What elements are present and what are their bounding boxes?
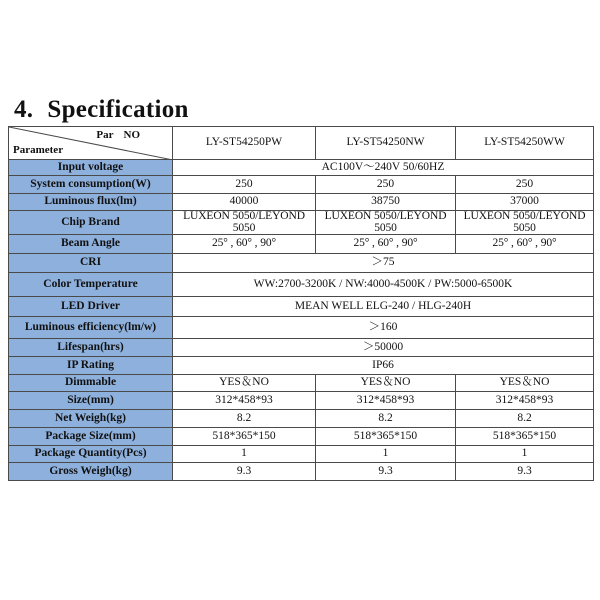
parameter-label: Size(mm) <box>9 392 173 410</box>
value-cell: 25° , 60° , 90° <box>456 235 594 254</box>
value-cell: 37000 <box>456 194 594 211</box>
parameter-label: Package Size(mm) <box>9 428 173 446</box>
table-row <box>9 410 594 428</box>
corner-par-text: Par <box>96 129 114 141</box>
table-row <box>9 211 594 235</box>
value-cell-merged: WW:2700-3200K / NW:4000-4500K / PW:5000-6500K <box>173 273 594 297</box>
section-heading <box>14 96 189 124</box>
parameter-label: Beam Angle <box>9 235 173 254</box>
corner-top-label <box>86 130 140 141</box>
parameter-label: Luminous flux(lm) <box>9 194 173 211</box>
value-cell: 250 <box>316 176 456 194</box>
model-header-nw: LY-ST54250NW <box>316 127 456 160</box>
value-cell: YES＆NO <box>456 375 594 392</box>
parameter-label: Color Temperature <box>9 273 173 297</box>
model-header-pw: LY-ST54250PW <box>173 127 316 160</box>
value-cell-merged: ＞75 <box>173 254 594 273</box>
value-cell: 25° , 60° , 90° <box>316 235 456 254</box>
value-cell: 9.3 <box>456 463 594 481</box>
table-row <box>9 339 594 357</box>
value-cell: 40000 <box>173 194 316 211</box>
value-cell: 8.2 <box>316 410 456 428</box>
corner-parameter-label: Parameter <box>13 144 64 156</box>
value-cell: LUXEON 5050/LEYOND 5050 <box>173 211 316 235</box>
value-cell: 1 <box>316 446 456 463</box>
table-row <box>9 194 594 211</box>
table-row <box>9 375 594 392</box>
value-cell: 312*458*93 <box>456 392 594 410</box>
model-header-ww: LY-ST54250WW <box>456 127 594 160</box>
value-cell: 9.3 <box>316 463 456 481</box>
table-row <box>9 428 594 446</box>
table-row <box>9 160 594 176</box>
table-row <box>9 463 594 481</box>
parameter-label: Lifespan(hrs) <box>9 339 173 357</box>
value-cell: 312*458*93 <box>316 392 456 410</box>
value-cell: 518*365*150 <box>173 428 316 446</box>
value-cell: 518*365*150 <box>456 428 594 446</box>
table-row <box>9 446 594 463</box>
value-cell: 518*365*150 <box>316 428 456 446</box>
value-cell: 1 <box>456 446 594 463</box>
parameter-label: Luminous efficiency(lm/w) <box>9 317 173 339</box>
value-cell: 250 <box>173 176 316 194</box>
value-cell: 250 <box>456 176 594 194</box>
parameter-label: Net Weigh(kg) <box>9 410 173 428</box>
value-cell: 8.2 <box>173 410 316 428</box>
parameter-label: CRI <box>9 254 173 273</box>
value-cell-merged: ＞160 <box>173 317 594 339</box>
parameter-label: Package Quantity(Pcs) <box>9 446 173 463</box>
value-cell: LUXEON 5050/LEYOND 5050 <box>456 211 594 235</box>
table-row <box>9 176 594 194</box>
table-row <box>9 317 594 339</box>
table-row <box>9 357 594 375</box>
value-cell: 9.3 <box>173 463 316 481</box>
value-cell-merged: IP66 <box>173 357 594 375</box>
value-cell-merged: MEAN WELL ELG-240 / HLG-240H <box>173 297 594 317</box>
value-cell: 8.2 <box>456 410 594 428</box>
specification-table-body <box>9 127 594 481</box>
section-number: 4. <box>14 96 34 123</box>
value-cell: 1 <box>173 446 316 463</box>
value-cell-merged: ＞50000 <box>173 339 594 357</box>
parameter-label: Chip Brand <box>9 211 173 235</box>
table-header-row <box>9 127 594 160</box>
table-row <box>9 254 594 273</box>
value-cell: 38750 <box>316 194 456 211</box>
value-cell: YES＆NO <box>173 375 316 392</box>
table-row <box>9 297 594 317</box>
table-row <box>9 392 594 410</box>
parameter-label: Dimmable <box>9 375 173 392</box>
corner-no-text: NO <box>123 129 140 141</box>
parameter-label: Gross Weigh(kg) <box>9 463 173 481</box>
parameter-label: LED Driver <box>9 297 173 317</box>
value-cell: 25° , 60° , 90° <box>173 235 316 254</box>
value-cell: LUXEON 5050/LEYOND 5050 <box>316 211 456 235</box>
value-cell-merged: AC100V～240V 50/60HZ <box>173 160 594 176</box>
table-row <box>9 235 594 254</box>
value-cell: 312*458*93 <box>173 392 316 410</box>
corner-header-cell <box>9 127 173 160</box>
value-cell: YES＆NO <box>316 375 456 392</box>
parameter-label: IP Rating <box>9 357 173 375</box>
parameter-label: System consumption(W) <box>9 176 173 194</box>
table-row <box>9 273 594 297</box>
section-title: Specification <box>47 96 189 123</box>
parameter-label: Input voltage <box>9 160 173 176</box>
specification-table <box>8 126 594 481</box>
